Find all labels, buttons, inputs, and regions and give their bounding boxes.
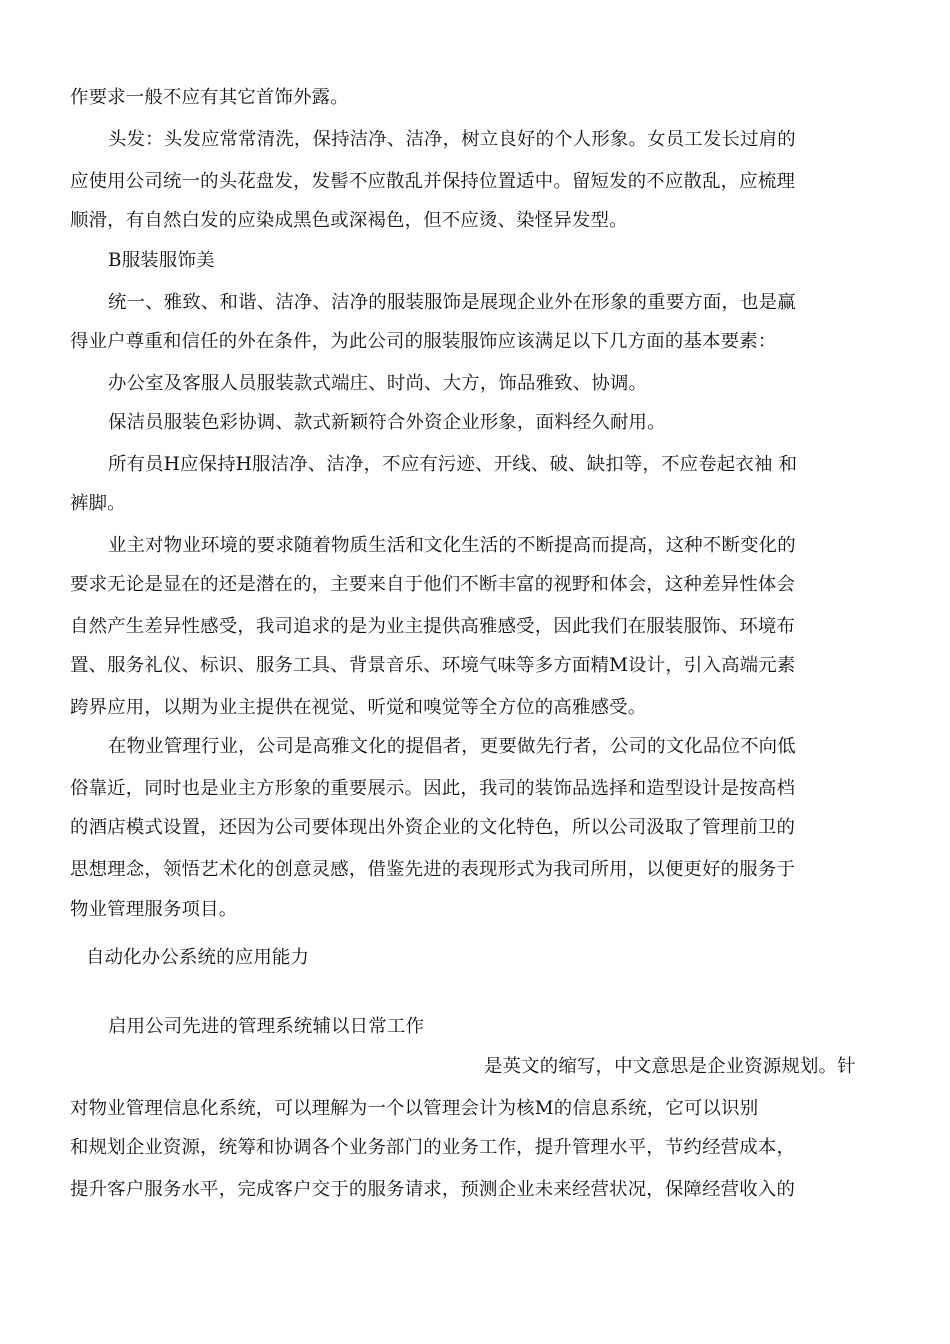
text-line: 顺滑，有自然白发的应染成黑色或深褐色，但不应烫、染怪异发型。 [70, 210, 628, 231]
text-line: 办公室及客服人员服装款式端庄、时尚、大方，饰品雅致、协调。 [108, 373, 648, 394]
text-line: 跨界应用，以期为业主提供在视觉、听觉和嗅觉等全方位的高雅感受。 [70, 697, 647, 718]
text-line: 头发：头发应常常清洗，保持洁净、洁净，树立良好的个人形象。女员工发长过肩的 [108, 129, 796, 150]
text-line: 业主对物业环境的要求随着物质生活和文化生活的不断提高而提高，这种不断变化的 [108, 535, 796, 556]
text-line: 俗靠近，同时也是业主方形象的重要展示。因此，我司的装饰品选择和造型设计是按高档 [70, 778, 796, 799]
text-line: 对物业管理信息化系统，可以理解为一个以管理会计为核M的信息系统，它可以识别 [70, 1098, 759, 1119]
section-heading: 自动化办公系统的应用能力 [86, 947, 310, 968]
text-line: 置、服务礼仪、标识、服务工具、背景音乐、环境气味等多方面精M设计，引入高端元素 [70, 655, 796, 676]
text-line: 应使用公司统一的头花盘发，发髻不应散乱并保持位置适中。留短发的不应散乱，应梳理 [70, 171, 796, 192]
text-line: 要求无论是显在的还是潜在的，主要来自于他们不断丰富的视野和体会，这种差异性体会 [70, 574, 796, 595]
text-line: 作要求一般不应有其它首饰外露。 [70, 87, 349, 108]
text-line: 和规划企业资源，统筹和协调各个业务部门的业务工作，提升管理水平，节约经营成本， [70, 1137, 796, 1158]
text-line: 统一、雅致、和谐、洁净、洁净的服装服饰是展现企业外在形象的重要方面，也是赢 [108, 292, 796, 313]
section-heading: B服装服饰美 [108, 250, 215, 271]
text-line: 在物业管理行业，公司是高雅文化的提倡者，更要做先行者，公司的文化品位不向低 [108, 736, 796, 757]
text-line: 保洁员服装色彩协调、款式新颖符合外资企业形象，面料经久耐用。 [108, 412, 666, 433]
text-line: 是英文的缩写，中文意思是企业资源规划。针 [484, 1056, 856, 1077]
text-line: 提升客户服务水平，完成客户交于的服务请求，预测企业未来经营状况，保障经营收入的 [70, 1179, 796, 1200]
text-line: 裤脚。 [70, 493, 126, 514]
text-line: 的酒店模式设置，还因为公司要体现出外资企业的文化特色，所以公司汲取了管理前卫的 [70, 817, 796, 838]
text-line: 所有员H应保持H服洁净、洁净，不应有污迹、开线、破、缺扣等，不应卷起衣袖 和 [108, 454, 798, 475]
text-line: 得业户尊重和信任的外在条件，为此公司的服装服饰应该满足以下几方面的基本要素： [70, 331, 777, 352]
text-line: 思想理念，领悟艺术化的创意灵感，借鉴先进的表现形式为我司所用，以便更好的服务于 [70, 859, 796, 880]
text-line: 自然产生差异性感受，我司追求的是为业主提供高雅感受，因此我们在服装服饰、环境布 [70, 616, 796, 637]
text-line: 物业管理服务项目。 [70, 899, 238, 920]
text-line: 启用公司先进的管理系统辅以日常工作 [108, 1016, 425, 1037]
